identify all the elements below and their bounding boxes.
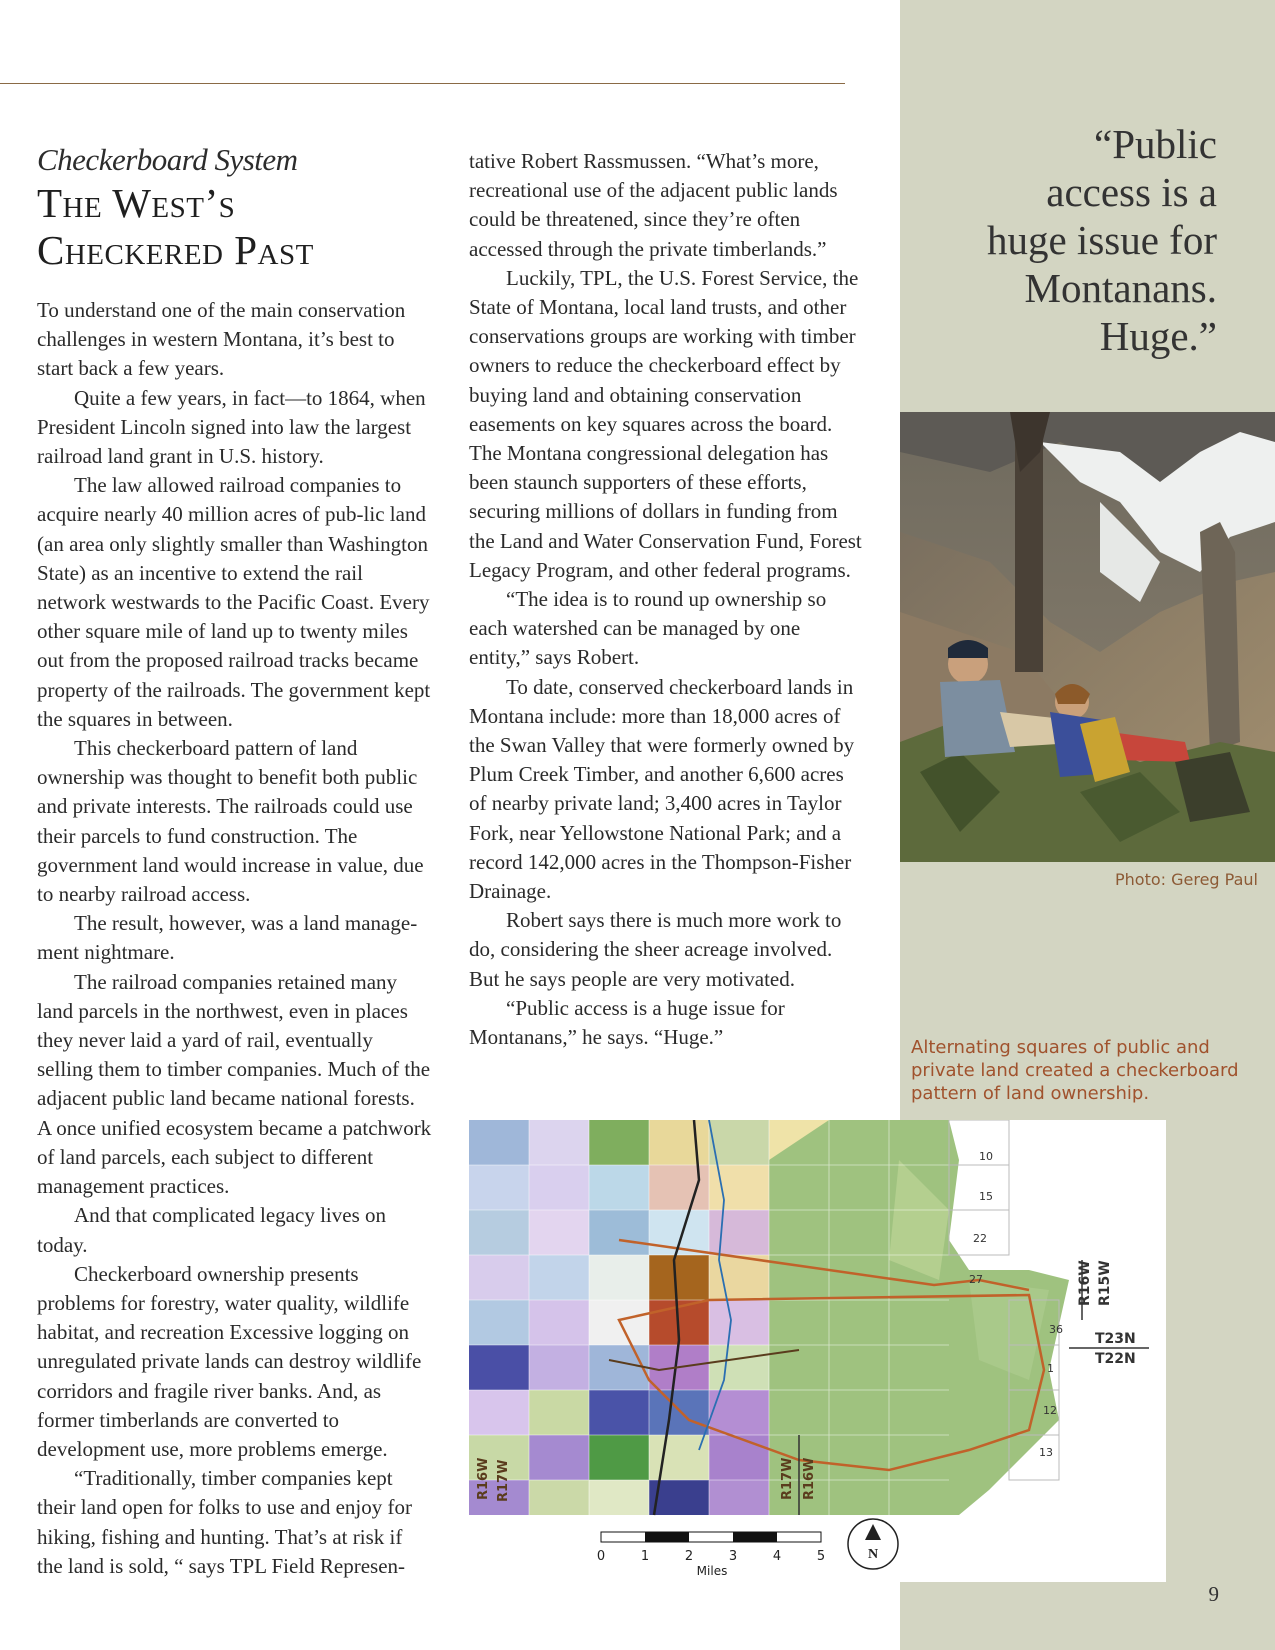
paragraph: The result, however, was a land manage-ment nightmare. [37,911,418,965]
section-kicker: Checkerboard System [37,142,298,177]
hikers-photo [900,412,1275,862]
svg-text:T23N: T23N [1095,1331,1136,1347]
paragraph: The law allowed railroad companies to acquire nearly 40 million acres of pub-lic land (an area only slightly smaller than Washington State) as an incentive to extend the rail network westwards to the Pacific Coast. Every other square mile of land up to twenty miles out from the proposed railroad tracks became property of the railroads. The government kept the squares in between. [37,473,431,731]
paragraph: The railroad companies retained many land parcels in the northwest, even in places they never laid a yard of rail, eventually selling them to timber companies. Much of the adjacent public land became national forests. A once unified ecosystem became a patchwork of land parcels, each subject to different management practices. [37,969,432,1199]
svg-text:15: 15 [979,1190,993,1203]
svg-text:R16W: R16W [476,1457,491,1500]
svg-text:R17W: R17W [780,1457,795,1500]
pull-quote-line: Huge.” [1099,313,1217,359]
svg-text:10: 10 [979,1150,993,1163]
page-title [37,180,314,274]
svg-text:0: 0 [596,1549,606,1564]
svg-text:1: 1 [1047,1362,1054,1375]
svg-text:3: 3 [728,1549,738,1564]
svg-text:27: 27 [969,1273,983,1286]
paragraph: Robert says there is much more work to do, considering the sheer acreage involved. But he says people are very motivated. [469,908,842,991]
pull-quote-line: huge issue for [986,217,1217,263]
paragraph: “Public access is a huge issue for Montanans,” he says. “Huge.” [469,995,785,1050]
svg-text:R16W: R16W [1077,1260,1093,1306]
header-rule [0,83,845,84]
title-line-1: The West’s [37,180,236,226]
title-line-2: Checkered Past [37,227,314,273]
svg-text:36: 36 [1049,1323,1063,1336]
paragraph: Luckily, TPL, the U.S. Forest Service, the State of Montana, local land trusts, and other conservations groups are working with timber owners to reduce the checkerboard effect by buying land and obtaining conservation easements on key squares across the board. The Montana congressional delegation has been staunch supporters of these efforts, securing millions of dollars in funding from the Land and Water Conservation Fund, Forest Legacy Program, and other federal programs. [469,265,862,582]
svg-text:12: 12 [1043,1404,1057,1417]
paragraph: And that complicated legacy lives on today. [37,1203,386,1257]
paragraph: To date, conserved checkerboard lands in Montana include: more than 18,000 acres of the Swan Valley that were formerly owned by Plum Creek Timber, and another 6,600 acres of nearby private land; 3,400 acres in Taylor Fork, near Yellowstone National Park; and a record 142,000 acres in the Thompson-Fisher Drainage. [469,674,855,904]
paragraph: This checkerboard pattern of land ownership was thought to benefit both public and private interests. The railroads could use their parcels to fund construction. The government land would increase in value, due to nearby railroad access. [37,736,424,907]
photo-credit: Photo: Gereg Paul [1115,870,1258,889]
checkerboard-map [469,1120,1166,1582]
paragraph: tative Robert Rassmussen. “What’s more, recreational use of the adjacent public lands could be threatened, since they’re often accessed through the private timberlands.” [469,149,838,261]
paragraph: “The idea is to round up ownership so each watershed can be managed by one entity,” says Robert. [469,587,827,670]
svg-text:Miles: Miles [696,1564,728,1578]
svg-text:R16W: R16W [802,1457,817,1500]
pull-quote-line: access is a [1046,169,1217,215]
pull-quote-line: Montanans. [1024,265,1217,311]
paragraph: “Traditionally, timber companies kept their land open for folks to use and enjoy for hiking, fishing and hunting. That’s at risk if the land is sold, “ says TPL Field Represen- [37,1466,412,1578]
svg-text:13: 13 [1039,1446,1053,1459]
svg-text:T22N: T22N [1095,1351,1136,1367]
paragraph: Checkerboard ownership presents problems for forestry, water quality, wildlife habitat, and recreation Excessive logging on unregulated private lands can destroy wildlife corridors and fragile river banks. And, as former timberlands are converted to development use, more problems emerge. [37,1261,422,1461]
svg-text:R17W: R17W [496,1459,511,1502]
body-column-2 [469,147,864,1052]
svg-text:2: 2 [684,1549,694,1564]
svg-text:R15W: R15W [1097,1260,1113,1306]
svg-text:22: 22 [973,1232,987,1245]
svg-text:4: 4 [772,1549,782,1564]
paragraph: To understand one of the main conservation challenges in western Montana, it’s best to start back a few years. [37,298,406,381]
page-number: 9 [1208,1582,1219,1606]
map-scale-bar [597,1532,825,1578]
svg-text:1: 1 [640,1549,650,1564]
north-arrow-icon [848,1519,898,1569]
pull-quote [940,120,1217,360]
map-caption: Alternating squares of public and private land created a checkerboard pattern of land ownership. [911,1037,1239,1104]
svg-text:N: N [867,1547,879,1562]
paragraph: Quite a few years, in fact—to 1864, when President Lincoln signed into law the largest railroad land grant in U.S. history. [37,385,426,469]
pull-quote-line: “Public [1094,121,1217,167]
svg-text:5: 5 [816,1549,826,1564]
body-column-1 [37,296,432,1581]
